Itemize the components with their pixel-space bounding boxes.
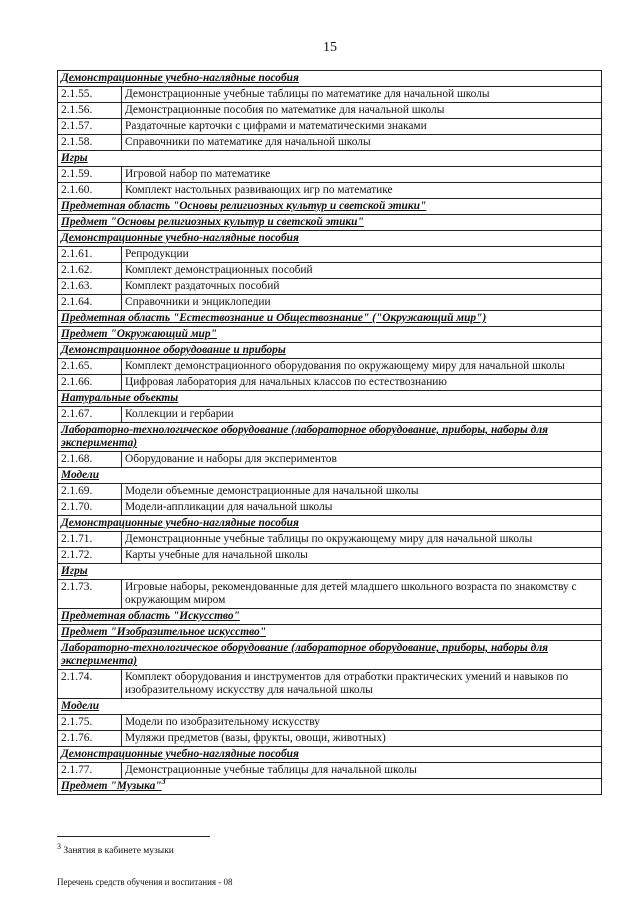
- item-row: [58, 103, 602, 119]
- item-description: Комплект демонстрационного оборудования по окружающему миру для начальной школы: [122, 359, 602, 375]
- item-number: 2.1.61.: [58, 247, 122, 263]
- section-header-text: Лабораторно-технологическое оборудование (лабораторное оборудование, приборы, наборы для эксперимента): [61, 642, 549, 667]
- section-header-row: [58, 231, 602, 247]
- section-header-row: [58, 391, 602, 407]
- page-number: 15: [323, 40, 337, 55]
- item-description: Комплект демонстрационных пособий: [122, 263, 602, 279]
- section-header-row: [58, 215, 602, 231]
- item-row: [58, 670, 602, 699]
- item-row: [58, 135, 602, 151]
- item-description: Репродукции: [122, 247, 602, 263]
- section-header-text: Предмет "Музыка": [61, 780, 162, 792]
- section-header: [58, 231, 602, 247]
- item-row: [58, 183, 602, 199]
- item-number: 2.1.59.: [58, 167, 122, 183]
- section-header: [58, 468, 602, 484]
- section-header-text: Игры: [61, 152, 88, 164]
- item-number: 2.1.57.: [58, 119, 122, 135]
- item-row: [58, 279, 602, 295]
- footnote-mark: 3: [57, 841, 61, 851]
- item-number: 2.1.68.: [58, 452, 122, 468]
- section-header-row: [58, 641, 602, 670]
- item-row: [58, 731, 602, 747]
- footnote-reference: 3: [161, 777, 166, 787]
- item-description: Модели-аппликации для начальной школы: [122, 500, 602, 516]
- section-header-text: Демонстрационные учебно-наглядные пособия: [61, 72, 299, 84]
- item-row: [58, 580, 602, 609]
- section-header-text: Предмет "Окружающий мир": [61, 328, 217, 340]
- section-header-row: [58, 311, 602, 327]
- section-header-row: [58, 699, 602, 715]
- item-number: 2.1.66.: [58, 375, 122, 391]
- item-description: Коллекции и гербарии: [122, 407, 602, 423]
- section-header: [58, 71, 602, 87]
- footnote: [57, 841, 174, 856]
- item-row: [58, 375, 602, 391]
- item-description: Игровой набор по математике: [122, 167, 602, 183]
- section-header-text: Предмет "Основы религиозных культур и светской этики": [61, 216, 364, 228]
- section-header-row: [58, 71, 602, 87]
- item-description: Демонстрационные учебные таблицы по окружающему миру для начальной школы: [122, 532, 602, 548]
- section-header: [58, 391, 602, 407]
- item-description: Демонстрационные учебные таблицы по математике для начальной школы: [122, 87, 602, 103]
- section-header-text: Демонстрационное оборудование и приборы: [61, 344, 286, 356]
- item-row: [58, 532, 602, 548]
- section-header-row: [58, 779, 602, 795]
- section-header: [58, 779, 602, 795]
- item-number: 2.1.71.: [58, 532, 122, 548]
- page-footer: Перечень средств обучения и воспитания - 08: [57, 877, 233, 887]
- equipment-table: [57, 70, 602, 795]
- item-number: 2.1.77.: [58, 763, 122, 779]
- item-row: [58, 119, 602, 135]
- item-description: Комплект настольных развивающих игр по математике: [122, 183, 602, 199]
- section-header-row: [58, 625, 602, 641]
- section-header: [58, 641, 602, 670]
- item-description: Модели объемные демонстрационные для начальной школы: [122, 484, 602, 500]
- section-header-text: Модели: [61, 700, 100, 712]
- item-number: 2.1.72.: [58, 548, 122, 564]
- item-number: 2.1.65.: [58, 359, 122, 375]
- section-header: [58, 215, 602, 231]
- item-row: [58, 247, 602, 263]
- section-header-text: Натуральные объекты: [61, 392, 179, 404]
- item-description: Справочники по математике для начальной школы: [122, 135, 602, 151]
- item-row: [58, 359, 602, 375]
- section-header: [58, 343, 602, 359]
- item-description: Модели по изобразительному искусству: [122, 715, 602, 731]
- section-header: [58, 747, 602, 763]
- item-number: 2.1.60.: [58, 183, 122, 199]
- item-number: 2.1.76.: [58, 731, 122, 747]
- section-header-text: Демонстрационные учебно-наглядные пособия: [61, 232, 299, 244]
- equipment-table-body: [58, 71, 602, 795]
- item-number: 2.1.64.: [58, 295, 122, 311]
- section-header-row: [58, 747, 602, 763]
- item-number: 2.1.67.: [58, 407, 122, 423]
- item-row: [58, 295, 602, 311]
- item-number: 2.1.73.: [58, 580, 122, 609]
- item-description: Демонстрационные пособия по математике для начальной школы: [122, 103, 602, 119]
- section-header-text: Демонстрационные учебно-наглядные пособия: [61, 748, 299, 760]
- item-description: Комплект раздаточных пособий: [122, 279, 602, 295]
- item-description: Муляжи предметов (вазы, фрукты, овощи, животных): [122, 731, 602, 747]
- item-description: Справочники и энциклопедии: [122, 295, 602, 311]
- item-number: 2.1.74.: [58, 670, 122, 699]
- section-header-row: [58, 343, 602, 359]
- section-header: [58, 609, 602, 625]
- section-header-row: [58, 516, 602, 532]
- item-number: 2.1.69.: [58, 484, 122, 500]
- item-row: [58, 500, 602, 516]
- item-number: 2.1.55.: [58, 87, 122, 103]
- section-header-row: [58, 327, 602, 343]
- section-header: [58, 564, 602, 580]
- item-description: Раздаточные карточки с цифрами и математическими знаками: [122, 119, 602, 135]
- section-header-row: [58, 468, 602, 484]
- section-header: [58, 516, 602, 532]
- item-row: [58, 263, 602, 279]
- item-number: 2.1.75.: [58, 715, 122, 731]
- section-header: [58, 151, 602, 167]
- section-header: [58, 423, 602, 452]
- section-header-text: Предметная область "Естествознание и Обществознание" ("Окружающий мир"): [61, 312, 487, 324]
- section-header-text: Игры: [61, 565, 88, 577]
- section-header-text: Предметная область "Искусство": [61, 610, 240, 622]
- section-header-row: [58, 609, 602, 625]
- item-row: [58, 407, 602, 423]
- item-description: Оборудование и наборы для экспериментов: [122, 452, 602, 468]
- item-row: [58, 548, 602, 564]
- item-row: [58, 763, 602, 779]
- section-header-row: [58, 151, 602, 167]
- item-number: 2.1.63.: [58, 279, 122, 295]
- section-header-row: [58, 423, 602, 452]
- item-number: 2.1.58.: [58, 135, 122, 151]
- item-row: [58, 715, 602, 731]
- item-row: [58, 484, 602, 500]
- section-header-row: [58, 564, 602, 580]
- footnote-text: Занятия в кабинете музыки: [63, 846, 174, 856]
- section-header-text: Демонстрационные учебно-наглядные пособия: [61, 517, 299, 529]
- item-number: 2.1.62.: [58, 263, 122, 279]
- item-description: Карты учебные для начальной школы: [122, 548, 602, 564]
- section-header-text: Лабораторно-технологическое оборудование (лабораторное оборудование, приборы, наборы для эксперимента): [61, 424, 549, 449]
- item-row: [58, 167, 602, 183]
- section-header: [58, 199, 602, 215]
- item-description: Демонстрационные учебные таблицы для начальной школы: [122, 763, 602, 779]
- section-header-row: [58, 199, 602, 215]
- footnote-divider: [57, 836, 210, 837]
- item-number: 2.1.70.: [58, 500, 122, 516]
- section-header-text: Предмет "Изобразительное искусство": [61, 626, 267, 638]
- section-header: [58, 625, 602, 641]
- item-number: 2.1.56.: [58, 103, 122, 119]
- section-header-text: Предметная область "Основы религиозных культур и светской этики": [61, 200, 427, 212]
- section-header-text: Модели: [61, 469, 100, 481]
- item-description: Комплект оборудования и инструментов для отработки практических умений и навыков по изобразительному искусству для начальной школы: [122, 670, 602, 699]
- section-header: [58, 699, 602, 715]
- section-header: [58, 327, 602, 343]
- section-header: [58, 311, 602, 327]
- item-description: Игровые наборы, рекомендованные для детей младшего школьного возраста по знакомству с окружающим миром: [122, 580, 602, 609]
- item-description: Цифровая лаборатория для начальных классов по естествознанию: [122, 375, 602, 391]
- item-row: [58, 452, 602, 468]
- item-row: [58, 87, 602, 103]
